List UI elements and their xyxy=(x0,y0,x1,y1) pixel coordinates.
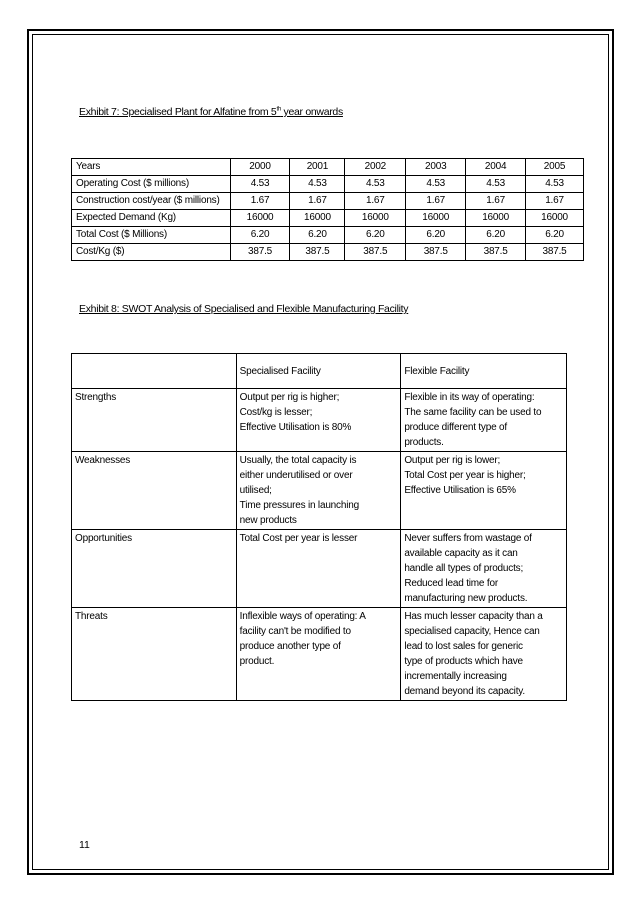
exhibit8-specialised-cell xyxy=(236,389,401,452)
exhibit8-cell-line: Output per rig is lower; xyxy=(404,455,501,466)
exhibit7-table-row xyxy=(72,176,584,193)
exhibit8-header-cell: Flexible Facility xyxy=(401,354,567,389)
exhibit7-row-label: Operating Cost ($ millions) xyxy=(72,176,231,193)
exhibit7-cell: 16000 xyxy=(466,210,526,227)
exhibit7-cell: 2005 xyxy=(526,159,584,176)
exhibit7-row-label: Construction cost/year ($ millions) xyxy=(72,193,231,210)
exhibit7-cell: 2000 xyxy=(230,159,290,176)
exhibit8-cell-line: incrementally increasing xyxy=(404,671,507,682)
exhibit8-specialised-cell xyxy=(236,452,401,530)
exhibit7-cell: 4.53 xyxy=(230,176,290,193)
exhibit8-row-label: Strengths xyxy=(72,389,237,452)
exhibit8-specialised-cell xyxy=(236,530,401,608)
exhibit8-cell-line: manufacturing new products. xyxy=(404,593,528,604)
exhibit8-flexible-cell xyxy=(401,530,567,608)
exhibit8-table-row xyxy=(72,530,567,608)
exhibit8-table-row xyxy=(72,608,567,701)
exhibit8-cell-line: products. xyxy=(404,437,444,448)
exhibit8-cell-line: facility can't be modified to xyxy=(239,626,351,637)
exhibit8-cell-line: Effective Utilisation is 65% xyxy=(404,485,516,496)
exhibit7-title xyxy=(79,106,343,118)
exhibit8-cell-line: specialised capacity, Hence can xyxy=(404,626,540,637)
exhibit8-header-cell: Specialised Facility xyxy=(236,354,401,389)
exhibit8-cell-line: Inflexible ways of operating: A xyxy=(239,611,366,622)
exhibit8-flexible-cell xyxy=(401,389,567,452)
exhibit7-table-row xyxy=(72,193,584,210)
exhibit8-cell-line: Output per rig is higher; xyxy=(239,392,340,403)
exhibit7-cell: 387.5 xyxy=(406,244,466,261)
exhibit7-cell: 16000 xyxy=(406,210,466,227)
exhibit7-cell: 1.67 xyxy=(345,193,406,210)
exhibit7-cell: 2004 xyxy=(466,159,526,176)
exhibit8-header-row xyxy=(72,354,567,389)
exhibit8-table-row xyxy=(72,389,567,452)
exhibit7-table xyxy=(71,158,584,261)
exhibit7-cell: 16000 xyxy=(230,210,290,227)
exhibit8-cell-line: utilised; xyxy=(239,485,272,496)
exhibit8-cell-line: produce different type of xyxy=(404,422,507,433)
exhibit8-cell-line: demand beyond its capacity. xyxy=(404,686,525,697)
exhibit8-cell-line: Usually, the total capacity is xyxy=(239,455,357,466)
exhibit7-title-sup: th xyxy=(276,106,281,113)
exhibit7-cell: 2002 xyxy=(345,159,406,176)
exhibit8-cell-line: Total Cost per year is lesser xyxy=(239,533,358,544)
exhibit8-cell-line: new products xyxy=(239,515,297,526)
exhibit7-cell: 16000 xyxy=(290,210,345,227)
exhibit7-table-row xyxy=(72,244,584,261)
exhibit8-cell-line: The same facility can be used to xyxy=(404,407,542,418)
exhibit7-cell: 4.53 xyxy=(345,176,406,193)
exhibit7-table-row xyxy=(72,227,584,244)
exhibit8-cell-line: Never suffers from wastage of xyxy=(404,533,532,544)
exhibit7-cell: 387.5 xyxy=(290,244,345,261)
exhibit8-flexible-cell xyxy=(401,608,567,701)
exhibit7-cell: 1.67 xyxy=(526,193,584,210)
exhibit7-cell: 6.20 xyxy=(406,227,466,244)
exhibit7-cell: 1.67 xyxy=(406,193,466,210)
exhibit7-cell: 4.53 xyxy=(406,176,466,193)
exhibit7-cell: 387.5 xyxy=(345,244,406,261)
exhibit8-cell-line: Time pressures in launching xyxy=(239,500,359,511)
exhibit7-cell: 387.5 xyxy=(526,244,584,261)
exhibit7-row-label: Total Cost ($ Millions) xyxy=(72,227,231,244)
exhibit7-cell: 6.20 xyxy=(526,227,584,244)
exhibit7-cell: 387.5 xyxy=(466,244,526,261)
exhibit8-cell-line: handle all types of products; xyxy=(404,563,524,574)
exhibit8-cell-line: Reduced lead time for xyxy=(404,578,498,589)
page-number: 11 xyxy=(79,839,90,851)
exhibit7-title-main: Exhibit 7: Specialised Plant for Alfatine from 5 xyxy=(79,106,277,118)
exhibit8-flexible-cell xyxy=(401,452,567,530)
exhibit8-cell-line: lead to lost sales for generic xyxy=(404,641,523,652)
exhibit8-row-label: Opportunities xyxy=(72,530,237,608)
exhibit7-cell: 16000 xyxy=(526,210,584,227)
exhibit7-table-row xyxy=(72,210,584,227)
exhibit7-cell: 6.20 xyxy=(230,227,290,244)
exhibit8-cell-line: Effective Utilisation is 80% xyxy=(239,422,352,433)
exhibit7-title-end: year onwards xyxy=(280,106,343,118)
exhibit7-cell: 6.20 xyxy=(466,227,526,244)
exhibit7-header-row xyxy=(72,159,584,176)
exhibit8-table-row xyxy=(72,452,567,530)
exhibit8-cell-line: produce another type of xyxy=(239,641,341,652)
exhibit8-cell-line: Flexible in its way of operating: xyxy=(404,392,535,403)
exhibit8-row-label: Threats xyxy=(72,608,237,701)
exhibit7-cell: 4.53 xyxy=(466,176,526,193)
exhibit8-specialised-cell xyxy=(236,608,401,701)
exhibit8-cell-line: product. xyxy=(239,656,275,667)
exhibit8-table xyxy=(71,353,567,701)
exhibit8-header-cell xyxy=(72,354,237,389)
exhibit7-cell: 1.67 xyxy=(230,193,290,210)
exhibit8-cell-line: Cost/kg is lesser; xyxy=(239,407,313,418)
exhibit7-row-label: Years xyxy=(72,159,231,176)
exhibit8-cell-line: Total Cost per year is higher; xyxy=(404,470,526,481)
exhibit7-cell: 16000 xyxy=(345,210,406,227)
exhibit7-cell: 4.53 xyxy=(526,176,584,193)
exhibit7-cell: 1.67 xyxy=(290,193,345,210)
exhibit8-cell-line: type of products which have xyxy=(404,656,523,667)
exhibit7-cell: 387.5 xyxy=(230,244,290,261)
exhibit8-cell-line: Has much lesser capacity than a xyxy=(404,611,543,622)
exhibit8-cell-line: either underutilised or over xyxy=(239,470,353,481)
exhibit7-cell: 6.20 xyxy=(290,227,345,244)
exhibit7-cell: 2001 xyxy=(290,159,345,176)
exhibit7-cell: 6.20 xyxy=(345,227,406,244)
exhibit7-cell: 1.67 xyxy=(466,193,526,210)
exhibit7-cell: 2003 xyxy=(406,159,466,176)
exhibit7-row-label: Expected Demand (Kg) xyxy=(72,210,231,227)
exhibit8-row-label: Weaknesses xyxy=(72,452,237,530)
exhibit7-cell: 4.53 xyxy=(290,176,345,193)
exhibit8-cell-line: available capacity as it can xyxy=(404,548,518,559)
exhibit8-title: Exhibit 8: SWOT Analysis of Specialised and Flexible Manufacturing Facility xyxy=(79,303,409,315)
exhibit7-row-label: Cost/Kg ($) xyxy=(72,244,231,261)
